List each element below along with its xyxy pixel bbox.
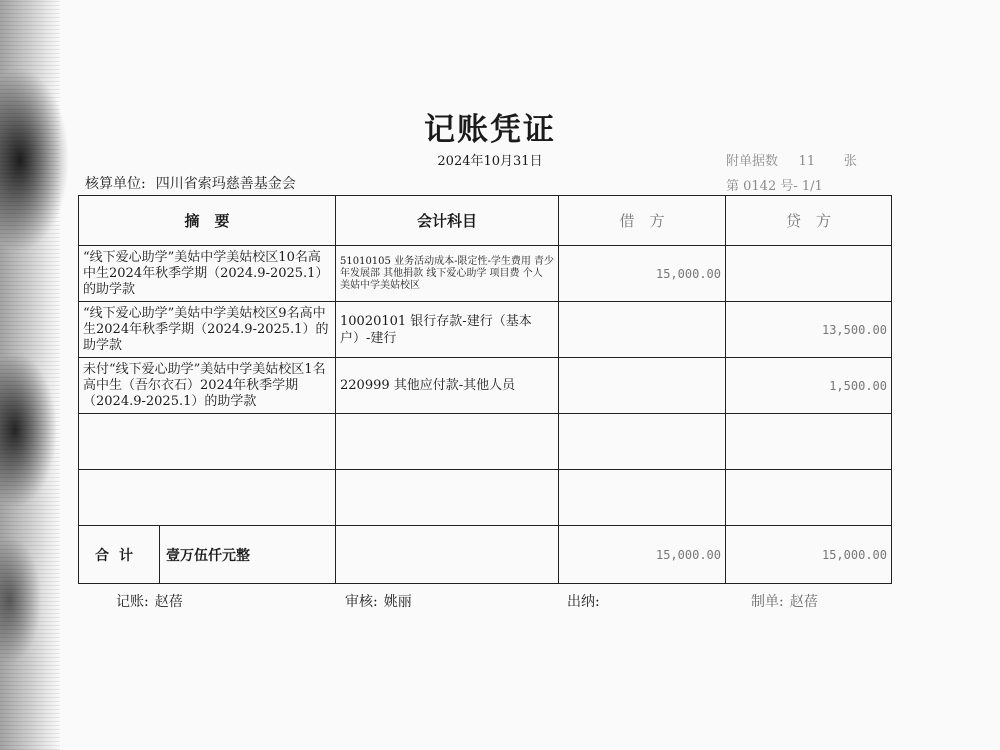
bookkeeper-label: 记账: (116, 594, 149, 610)
bookkeeper-signature (116, 591, 183, 611)
total-credit: 15,000.00 (726, 526, 892, 584)
row-credit (726, 246, 892, 302)
empty-cell (559, 414, 726, 470)
row-credit: 1,500.00 (726, 358, 892, 414)
row-debit (559, 302, 726, 358)
voucher-date: 2024年10月31日 (437, 154, 543, 169)
header-credit: 贷 方 (726, 196, 892, 246)
empty-cell (559, 470, 726, 526)
total-cell (79, 526, 336, 584)
bookkeeper-name: 赵蓓 (154, 594, 183, 610)
empty-cell (79, 470, 336, 526)
total-debit: 15,000.00 (559, 526, 726, 584)
attachments-count: 11 (798, 154, 816, 169)
table-row-empty (79, 470, 892, 526)
header-account: 会计科目 (336, 196, 559, 246)
row-credit: 13,500.00 (726, 302, 892, 358)
empty-cell (726, 470, 892, 526)
reviewer-label: 审核: (345, 594, 378, 610)
header-debit: 借 方 (559, 196, 726, 246)
empty-cell (336, 414, 559, 470)
total-row (79, 526, 892, 584)
preparer-label: 制单: (751, 594, 784, 610)
accounting-unit (85, 173, 296, 193)
preparer-name: 赵蓓 (789, 594, 818, 610)
preparer-signature (751, 591, 818, 611)
table-row-empty (79, 414, 892, 470)
row-account: 220999 其他应付款-其他人员 (336, 358, 559, 414)
reviewer-signature (345, 591, 412, 611)
row-summary: “线下爱心助学”美姑中学美姑校区10名高中生2024年秋季学期（2024.9-2025.1）的助学款 (79, 246, 336, 302)
row-account: 10020101 银行存款-建行（基本户）-建行 (336, 302, 559, 358)
header-summary: 摘 要 (79, 196, 336, 246)
table-header-row (79, 196, 892, 246)
cashier-signature (567, 591, 606, 611)
empty-cell (79, 414, 336, 470)
row-account: 51010105 业务活动成本-限定性-学生费用 青少年发展部 其他捐款 线下爱心助学 项目费 个人 美姑中学美姑校区 (336, 246, 559, 302)
empty-cell (336, 470, 559, 526)
cashier-label: 出纳: (567, 594, 600, 610)
voucher-title: 记账凭证 (424, 112, 556, 148)
table-row (79, 246, 892, 302)
total-account-cell (336, 526, 559, 584)
unit-label: 核算单位: (85, 176, 146, 192)
attachments-label: 附单据数 (726, 154, 779, 169)
table-row (79, 302, 892, 358)
reviewer-name: 姚丽 (383, 594, 412, 610)
attachments-info (726, 150, 861, 169)
unit-value: 四川省索玛慈善基金会 (155, 176, 296, 192)
row-debit: 15,000.00 (559, 246, 726, 302)
total-label: 合计 (79, 526, 160, 583)
row-debit (559, 358, 726, 414)
total-amount-words: 壹万伍仟元整 (166, 547, 250, 564)
voucher-number: 第 0142 号- 1/1 (726, 179, 823, 194)
empty-cell (726, 414, 892, 470)
voucher-table (78, 195, 892, 584)
row-summary: 未付“线下爱心助学”美姑中学美姑校区1名高中生（吾尔衣石）2024年秋季学期（2024.9-2025.1）的助学款 (79, 358, 336, 414)
row-summary: “线下爱心助学”美姑中学美姑校区9名高中生2024年秋季学期（2024.9-2025.1）的助学款 (79, 302, 336, 358)
attachments-unit: 张 (843, 154, 857, 169)
table-row (79, 358, 892, 414)
